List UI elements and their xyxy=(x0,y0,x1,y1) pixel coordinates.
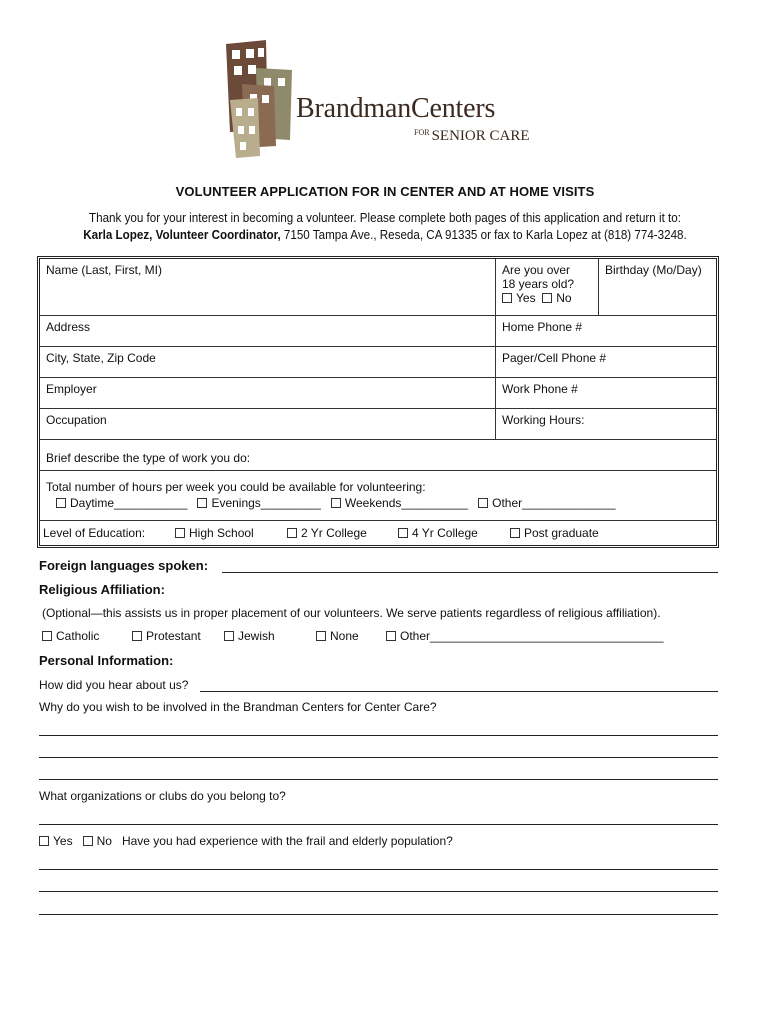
buildings-icon xyxy=(222,40,297,158)
why-question: Why do you wish to be involved in the Brandman Centers for Center Care? xyxy=(39,700,437,714)
city-field[interactable]: City, State, Zip Code xyxy=(46,351,156,365)
languages-line[interactable] xyxy=(222,572,718,573)
form-row-work-type xyxy=(40,440,716,471)
post-grad-checkbox[interactable] xyxy=(510,528,520,538)
working-hours-field[interactable]: Working Hours: xyxy=(495,409,716,439)
hear-question: How did you hear about us? xyxy=(39,678,189,692)
religious-note: (Optional—this assists us in proper placement of our volunteers. We serve patients regardless of religious affiliation). xyxy=(42,606,661,620)
experience-no-checkbox[interactable] xyxy=(83,836,93,846)
intro-line-2: Karla Lopez, Volunteer Coordinator, 7150 Tampa Ave., Reseda, CA 91335 or fax to Karla Lopez at (818) 774-3248. xyxy=(83,228,687,242)
why-line-2[interactable] xyxy=(39,757,718,758)
catholic-checkbox[interactable] xyxy=(42,631,52,641)
hours-section: Total number of hours per week you could be available for volunteering: Daytime___________ Evenings_________ Weekends__________ Other______________ xyxy=(46,480,616,510)
other-religion-checkbox[interactable] xyxy=(386,631,396,641)
experience-line-3[interactable] xyxy=(39,914,718,915)
other-hours-checkbox[interactable] xyxy=(478,498,488,508)
religious-heading: Religious Affiliation: xyxy=(39,582,165,597)
clubs-line[interactable] xyxy=(39,824,718,825)
employer-field[interactable]: Employer xyxy=(46,382,97,396)
why-line-3[interactable] xyxy=(39,779,718,780)
none-checkbox[interactable] xyxy=(316,631,326,641)
high-school-checkbox[interactable] xyxy=(175,528,185,538)
religion-options: Catholic Protestant Jewish None Other___________________________________ xyxy=(42,629,722,643)
protestant-checkbox[interactable] xyxy=(132,631,142,641)
yes-checkbox[interactable] xyxy=(502,293,512,303)
languages-label: Foreign languages spoken: xyxy=(39,558,209,573)
form-row-hours xyxy=(40,471,716,521)
daytime-checkbox[interactable] xyxy=(56,498,66,508)
work-type-field[interactable]: Brief describe the type of work you do: xyxy=(46,451,251,465)
brandman-logo xyxy=(222,40,552,158)
form-row-employer xyxy=(40,378,716,409)
why-line-1[interactable] xyxy=(39,735,718,736)
application-form-table xyxy=(37,256,719,548)
education-section: Level of Education: High School 2 Yr College 4 Yr College Post graduate xyxy=(43,526,599,540)
address-field[interactable]: Address xyxy=(46,320,91,334)
experience-row: Yes No Have you had experience with the frail and elderly population? xyxy=(39,834,453,848)
experience-line-2[interactable] xyxy=(39,891,718,892)
four-yr-checkbox[interactable] xyxy=(398,528,408,538)
name-field[interactable]: Name (Last, First, MI) xyxy=(46,263,163,277)
two-yr-checkbox[interactable] xyxy=(287,528,297,538)
personal-heading: Personal Information: xyxy=(39,653,174,668)
form-row-city xyxy=(40,347,716,378)
logo-name: BrandmanCenters xyxy=(296,93,496,124)
work-phone-field[interactable]: Work Phone # xyxy=(495,378,716,408)
weekends-checkbox[interactable] xyxy=(331,498,341,508)
experience-yes-checkbox[interactable] xyxy=(39,836,49,846)
experience-line-1[interactable] xyxy=(39,869,718,870)
home-phone-field[interactable]: Home Phone # xyxy=(495,316,716,346)
form-row-education xyxy=(40,521,716,548)
no-checkbox[interactable] xyxy=(542,293,552,303)
birthday-field[interactable]: Birthday (Mo/Day) xyxy=(598,259,716,315)
form-row-name xyxy=(40,259,716,316)
jewish-checkbox[interactable] xyxy=(224,631,234,641)
intro-line-1: Thank you for your interest in becoming a volunteer. Please complete both pages of this application and return it to: xyxy=(89,211,681,225)
occupation-field[interactable]: Occupation xyxy=(46,413,107,427)
hear-line[interactable] xyxy=(200,691,718,692)
pager-field[interactable]: Pager/Cell Phone # xyxy=(495,347,716,377)
evenings-checkbox[interactable] xyxy=(197,498,207,508)
form-row-address xyxy=(40,316,716,347)
form-row-occupation xyxy=(40,409,716,440)
clubs-question: What organizations or clubs do you belong to? xyxy=(39,789,286,803)
page-title: VOLUNTEER APPLICATION FOR IN CENTER AND AT HOME VISITS xyxy=(175,184,595,199)
age-question: Are you over 18 years old? Yes No xyxy=(495,259,598,315)
logo-subtitle: $^{FOR}$ SENIOR CARE xyxy=(414,128,530,144)
